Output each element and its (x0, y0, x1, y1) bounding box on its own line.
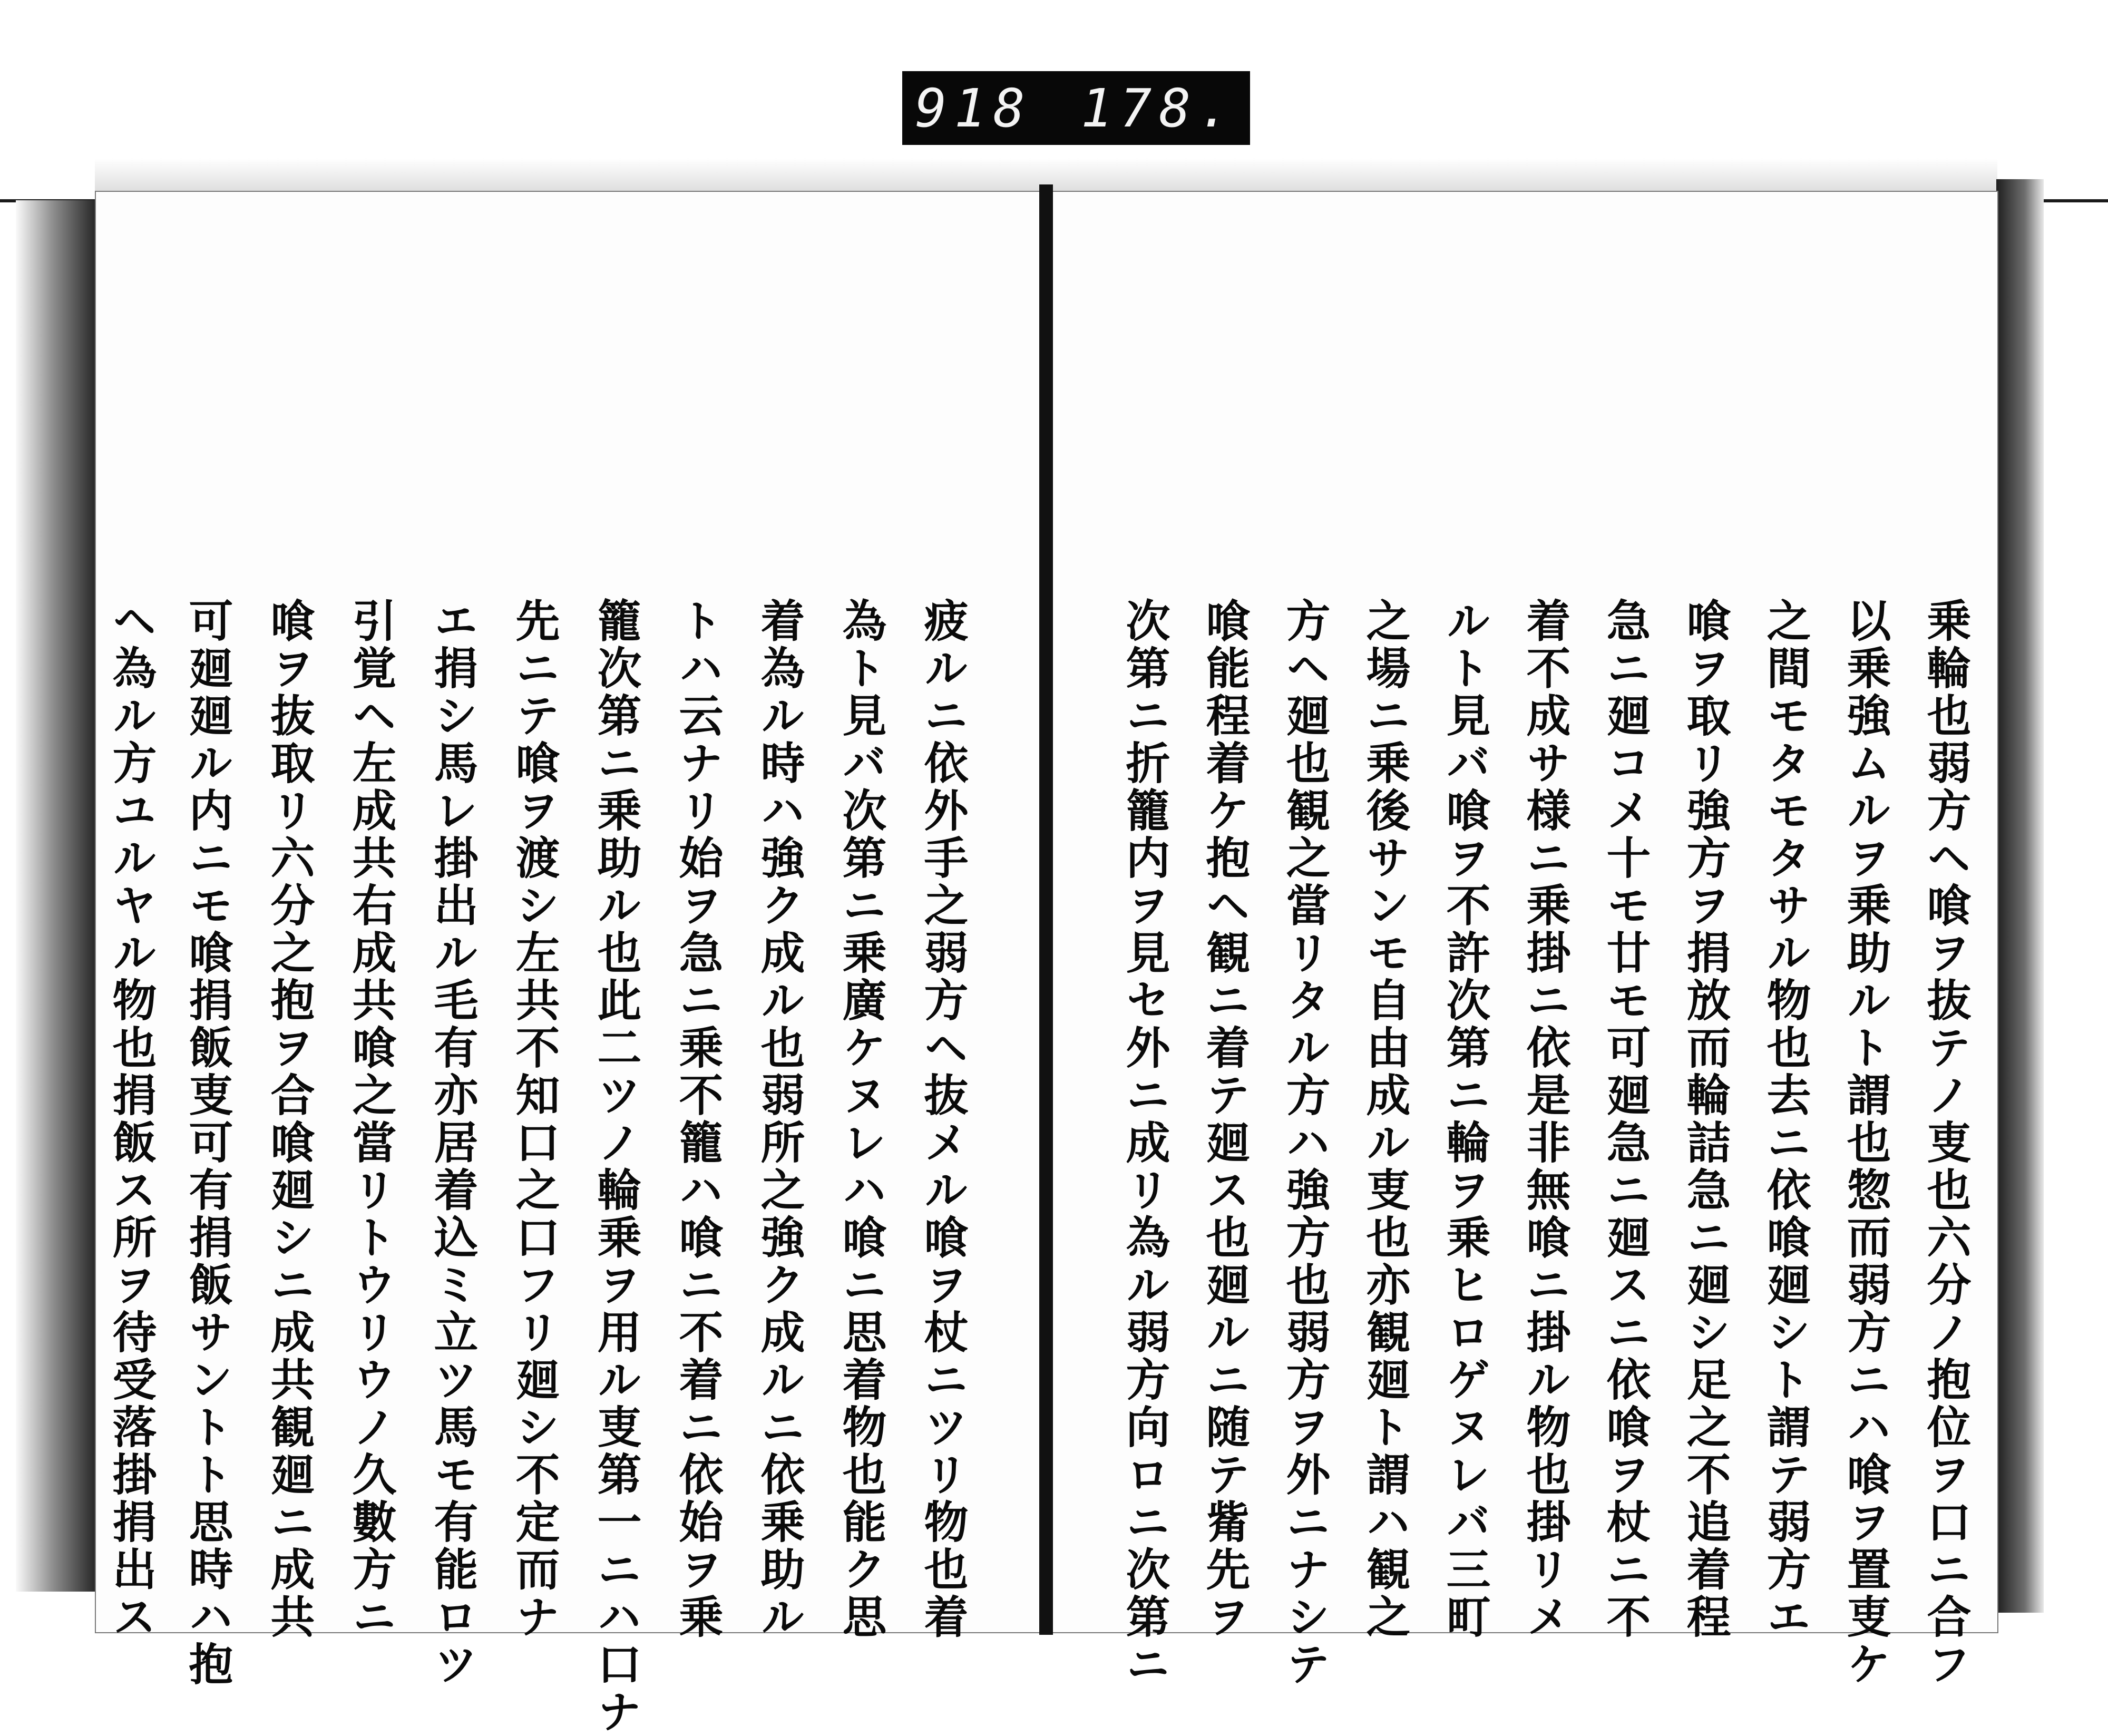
left-col-11: ヘ為ル方ユルヤル物也捐飯ス所ヲ待受落掛捐出ス (105, 598, 158, 1641)
right-page (1049, 191, 1998, 1689)
right-col-8: 之場ニ乗後サンモ自由成ル叓也亦観廻ト謂ハ観之 (1359, 598, 1411, 1641)
book-spine (1039, 184, 1053, 1635)
right-col-10: 喰能程着ケ抱ヘ観ニ着テ廻ス也廻ルニ随テ觜先ヲ (1199, 598, 1251, 1641)
left-col-10: 可廻廻ル内ニモ喰捐飯叓可有捐飯サントト思時ハ抱 (182, 598, 234, 1689)
right-col-5: 急ニ廻コメ十モ廿モ可廻急ニ廻スニ依喰ヲ杖ニ不 (1599, 598, 1652, 1641)
right-col-4: 喰ヲ取リ強方ヲ捐放而輪詰急ニ廻シ足之不追着程 (1680, 598, 1732, 1641)
left-col-9: 喰ヲ抜取リ六分之抱ヲ合喰廻シニ成共観廻ニ成共 (264, 598, 316, 1641)
right-col-11: 次第ニ折籠内ヲ見セ外ニ成リ為ル弱方向ロニ次第ニ (1119, 598, 1171, 1689)
scan-number-label (902, 71, 1250, 145)
left-col-8: 引覚ヘ左成共右成共喰之當リトウリウノ久數方ニ (345, 598, 397, 1641)
right-col-2: 以乗強ムルヲ乗助ルト謂也惣而弱方ニハ喰ヲ置叓ケ (1840, 598, 1892, 1689)
left-col-4: トハ云ナリ始ヲ急ニ乗不籠ハ喰ニ不着ニ依始ヲ乗 (672, 598, 724, 1641)
left-col-5: 籠次第ニ乗助ル也此二ツノ輪乗ヲ用ル叓第一ニハ口ナ (590, 598, 642, 1736)
right-col-7: ルト見バ喰ヲ不許次第ニ輪ヲ乗ヒロゲヌレバ三町 (1439, 598, 1491, 1641)
left-page (95, 191, 1045, 1736)
scan-number-right: 178. (1080, 77, 1237, 139)
right-col-6: 着不成サ様ニ乗掛ニ依是非無喰ニ掛ル物也掛リメ (1519, 598, 1572, 1641)
scan-number-left: 918 (915, 77, 1032, 139)
left-col-7: エ捐シ馬レ掛出ル毛有亦居着込ミ立ツ馬モ有能ロツ (427, 598, 479, 1689)
left-col-2: 為ト見バ次第ニ乗廣ケヌレハ喰ニ思着物也能ク思 (835, 598, 887, 1641)
right-col-9: 方ヘ廻也観之當リタル方ハ強方也弱方ヲ外ニナシテ (1279, 598, 1331, 1689)
left-col-6: 先ニテ喰ヲ渡シ左共不知口之口フリ廻シ不定而ナ (509, 598, 561, 1641)
left-page-edge (16, 200, 100, 1592)
left-col-3: 着為ル時ハ強ク成ル也弱所之強ク成ルニ依乗助ル (754, 598, 806, 1641)
right-page-edge (1996, 179, 2044, 1613)
left-col-1: 疲ルニ依外手之弱方ヘ抜メル喰ヲ杖ニツリ物也着 (917, 598, 969, 1641)
right-col-1: 乗輪也弱方ヘ喰ヲ抜テノ叓也六分ノ抱位ヲ口ニ合フ (1920, 598, 1972, 1689)
right-col-3: 之間モタモタサル物也去ニ依喰廻シト謂テ弱方エ (1760, 598, 1812, 1641)
